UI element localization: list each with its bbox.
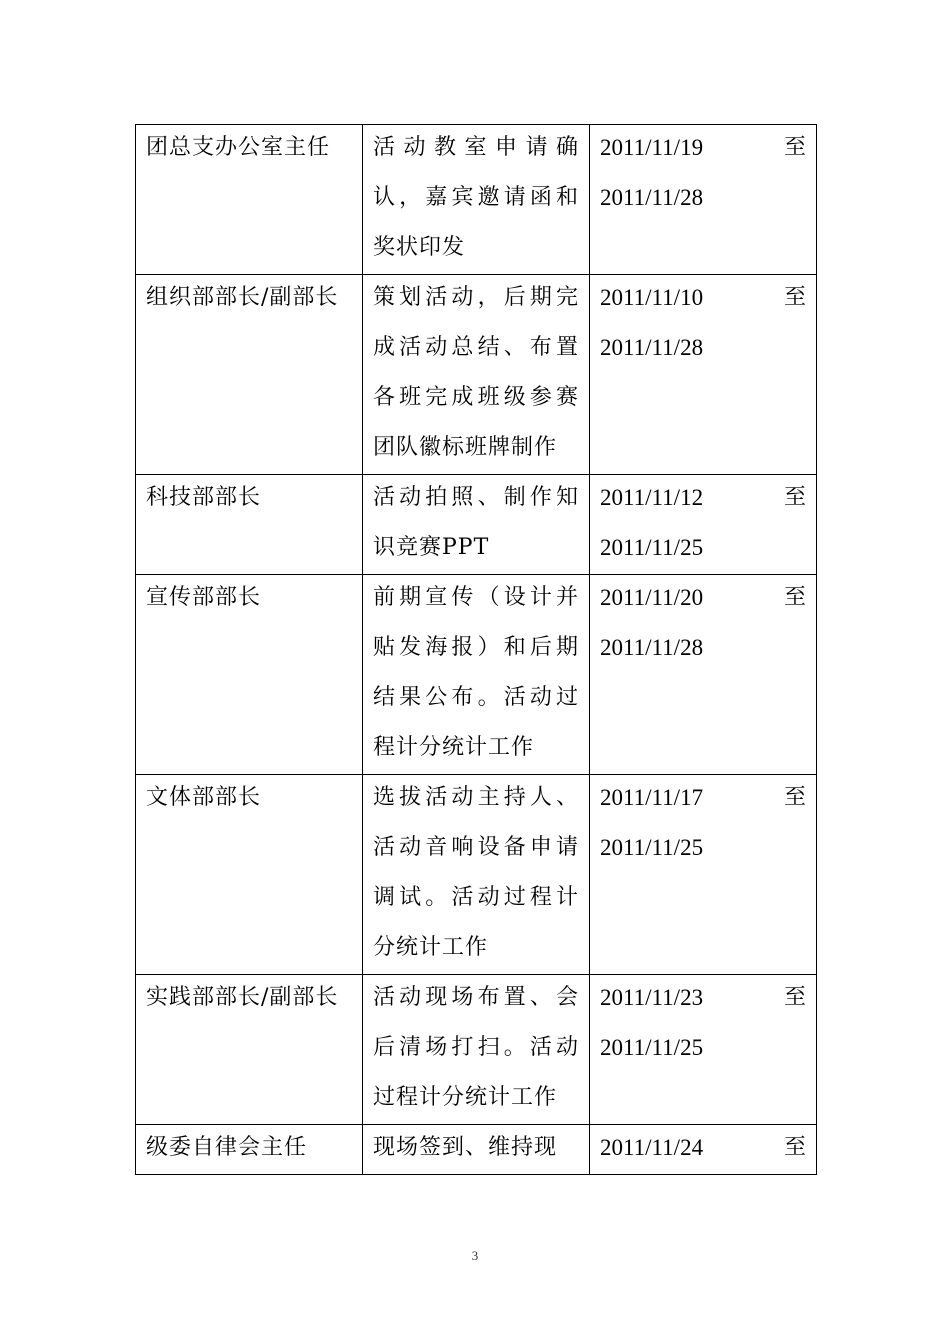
role-text: 宣传部部长 bbox=[146, 585, 262, 610]
task-text: 活动现场布置、会后清场打扫。活动过程计分统计工作 bbox=[373, 985, 579, 1110]
date-separator: 至 bbox=[783, 985, 806, 1010]
task-cell bbox=[363, 1125, 590, 1175]
task-text: 活动拍照、制作知识竞赛PPT bbox=[373, 485, 579, 560]
table-row bbox=[136, 475, 817, 575]
date-start-line bbox=[600, 573, 806, 623]
role-text: 团总支办公室主任 bbox=[146, 135, 331, 160]
task-cell bbox=[363, 475, 590, 575]
role-cell bbox=[136, 575, 363, 775]
date-separator: 至 bbox=[783, 135, 806, 160]
date-start-line bbox=[600, 273, 806, 323]
end-date: 2011/11/25 bbox=[600, 535, 704, 560]
duty-assignment-table bbox=[135, 124, 817, 1175]
date-start-line bbox=[600, 773, 806, 823]
date-separator: 至 bbox=[783, 785, 806, 810]
role-cell bbox=[136, 975, 363, 1125]
role-cell bbox=[136, 1125, 363, 1175]
table-row bbox=[136, 275, 817, 475]
start-date: 2011/11/20 bbox=[600, 585, 704, 610]
date-cell bbox=[590, 125, 817, 275]
date-start-line bbox=[600, 1123, 806, 1173]
task-cell bbox=[363, 575, 590, 775]
role-text: 文体部部长 bbox=[146, 785, 262, 810]
task-text: 活动教室申请确认，嘉宾邀请函和奖状印发 bbox=[373, 135, 579, 260]
date-cell bbox=[590, 275, 817, 475]
end-date: 2011/11/28 bbox=[600, 635, 704, 660]
date-cell bbox=[590, 1125, 817, 1175]
task-text: 选拔活动主持人、活动音响设备申请调试。活动过程计分统计工作 bbox=[373, 785, 579, 960]
start-date: 2011/11/10 bbox=[600, 285, 704, 310]
date-start-line bbox=[600, 123, 806, 173]
start-date: 2011/11/17 bbox=[600, 785, 704, 810]
start-date: 2011/11/24 bbox=[600, 1135, 704, 1160]
end-date: 2011/11/25 bbox=[600, 1035, 704, 1060]
page-number: 3 bbox=[471, 1248, 479, 1263]
role-text: 级委自律会主任 bbox=[146, 1135, 308, 1160]
end-date: 2011/11/28 bbox=[600, 185, 704, 210]
role-cell bbox=[136, 275, 363, 475]
role-text: 实践部部长/副部长 bbox=[146, 985, 339, 1010]
end-date: 2011/11/28 bbox=[600, 335, 704, 360]
table-row bbox=[136, 975, 817, 1125]
role-text: 科技部部长 bbox=[146, 485, 262, 510]
date-separator: 至 bbox=[783, 285, 806, 310]
role-cell bbox=[136, 125, 363, 275]
table-row bbox=[136, 575, 817, 775]
table-row bbox=[136, 125, 817, 275]
table-row bbox=[136, 775, 817, 975]
start-date: 2011/11/23 bbox=[600, 985, 704, 1010]
date-start-line bbox=[600, 473, 806, 523]
date-cell bbox=[590, 475, 817, 575]
task-cell bbox=[363, 125, 590, 275]
task-text: 前期宣传（设计并贴发海报）和后期结果公布。活动过程计分统计工作 bbox=[373, 585, 579, 760]
role-cell bbox=[136, 475, 363, 575]
date-cell bbox=[590, 575, 817, 775]
role-cell bbox=[136, 775, 363, 975]
table-row bbox=[136, 1125, 817, 1175]
end-date: 2011/11/25 bbox=[600, 835, 704, 860]
task-text: 策划活动，后期完成活动总结、布置各班完成班级参赛团队徽标班牌制作 bbox=[373, 285, 579, 460]
role-text: 组织部部长/副部长 bbox=[146, 285, 339, 310]
date-separator: 至 bbox=[783, 585, 806, 610]
task-cell bbox=[363, 775, 590, 975]
start-date: 2011/11/19 bbox=[600, 135, 704, 160]
task-cell bbox=[363, 275, 590, 475]
date-cell bbox=[590, 775, 817, 975]
task-text: 现场签到、维持现 bbox=[373, 1135, 558, 1160]
task-cell bbox=[363, 975, 590, 1125]
date-separator: 至 bbox=[783, 485, 806, 510]
date-separator: 至 bbox=[783, 1135, 806, 1160]
date-start-line bbox=[600, 973, 806, 1023]
start-date: 2011/11/12 bbox=[600, 485, 704, 510]
date-cell bbox=[590, 975, 817, 1125]
